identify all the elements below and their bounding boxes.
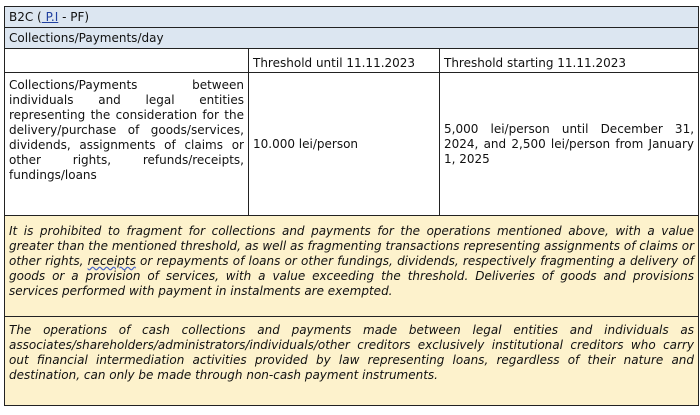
row-description: Collections/Payments between individuals and legal entities representing the consideration for the delivery/purchase of goods/services, dividends, assignments of claims or other rights, refunds/receipts, fundings/loans [5, 73, 249, 216]
note-row-1 [5, 216, 699, 317]
section-title: Collections/Payments/day [5, 28, 699, 49]
title-prefix: B2C ( [9, 9, 42, 24]
note1-part-a: It is prohibited to fragment for collections and payments for the operations mentioned above, with a value greater than the mentioned threshold, as well as fragmenting transactions representing assignments of claims or other rights, [9, 224, 695, 268]
note-row-2 [5, 317, 699, 406]
row-new-threshold: 5,000 lei/person until December 31, 2024, and 2,500 lei/person from January 1, 2025 [440, 73, 699, 216]
threshold-table [4, 6, 699, 406]
fragmentation-note [5, 216, 699, 317]
column-header-old-threshold: Threshold until 11.11.2023 [249, 49, 440, 73]
row-old-threshold: 10.000 lei/person [249, 73, 440, 216]
table-row [5, 73, 699, 216]
title-row [5, 7, 699, 28]
column-header-empty [5, 49, 249, 73]
section-row [5, 28, 699, 49]
cash-operations-note: The operations of cash collections and payments made between legal entities and individuals as associates/shareholders/administrators/individuals/other creditors exclusively institutional creditors who carry out financial intermediation activities provided by law representing loans, regardless of their nature and destination, can only be made through non-cash payment instruments. [5, 317, 699, 406]
column-header-new-threshold: Threshold starting 11.11.2023 [440, 49, 699, 73]
column-header-row [5, 49, 699, 73]
title-suffix: - PF) [58, 9, 90, 24]
note1-part-b: or repayments of loans or other fundings, dividends, respectively fragmenting a delivery of goods or a provision of services, with a value exceeding the threshold. Deliveries of goods and provisions services performed with payment in instalments are exempted. [9, 254, 695, 298]
note1-spellcheck-word: receipts [87, 254, 136, 268]
table-title [5, 7, 699, 28]
title-link[interactable]: P.I [41, 9, 59, 24]
